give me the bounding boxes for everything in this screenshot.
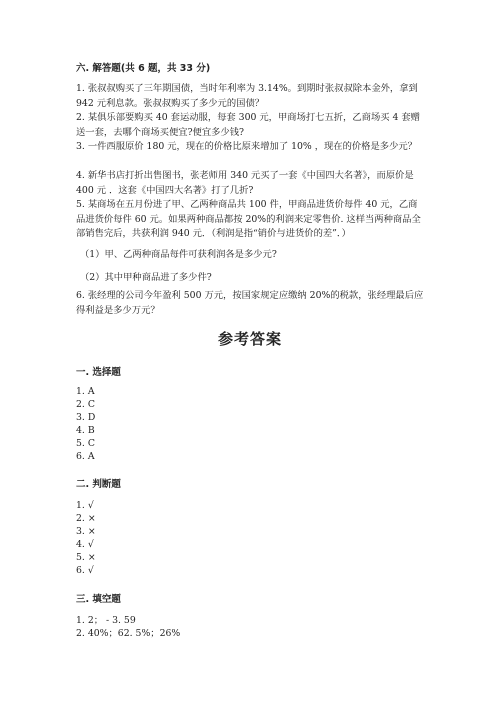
answer-item: 1. 2； - 3. 59 xyxy=(76,615,136,626)
question-5-part-1: （1）甲、乙两种商品每件可获利润各是多少元? xyxy=(80,249,277,260)
answer-item: 3. × xyxy=(76,526,96,537)
question-6: 6. 张经理的公司今年盈利 500 万元，按国家规定应缴纳 20%的税款，张经理最后应得利益是多少万元？ xyxy=(76,290,424,316)
answer-item: 5. C xyxy=(76,438,95,449)
question-5-part-2: （2）其中甲种商品进了多少件? xyxy=(80,272,212,283)
answer-item: 3. D xyxy=(76,412,96,423)
answer-item: 1. √ xyxy=(76,500,94,511)
question-5: 5. 某商场在五月份进了甲、乙两种商品共 100 件，甲商品进货价每件 40 元，乙商品进货价每件 60 元。如果两种商品都按 20%的利润来定零售价. 这样当两种商品全部销售完后，共获利润 940 元．（利润是指“销价与进货价的差”．） xyxy=(76,199,421,240)
question-3: 3. 一件西服原价 180 元，现在的价格比原来增加了 10% ，现在的价格是多少元？ xyxy=(76,141,417,152)
question-4: 4. 新华书店打折出售图书，张老师用 340 元买了一套《中国四大名著》，而原价是 400 元 ．这套《中国四大名著》打了几折? xyxy=(76,170,414,196)
answer-item: 5. × xyxy=(76,552,96,563)
question-2: 2. 某俱乐部要购买 40 套运动服，每套 300 元，甲商场打七五折，乙商场买 4 套赠送一套，去哪个商场买便宜?便宜多少钱? xyxy=(76,112,420,138)
answer-item: 1. A xyxy=(76,386,95,397)
answer-item: 6. √ xyxy=(76,565,94,576)
section-heading: 六. 解答题(共 6 题，共 33 分) xyxy=(76,63,211,74)
judge-heading: 二. 判断题 xyxy=(76,479,121,490)
question-1: 1. 张叔叔购买了三年期国债，当时年利率为 3.14%。到期时张叔叔除本金外，拿到 942 元利息款。张叔叔购买了多少元的国债？ xyxy=(76,83,418,109)
answer-item: 6. A xyxy=(76,451,95,462)
answers-title: 参考答案 xyxy=(217,330,282,348)
fill-heading: 三. 填空题 xyxy=(76,594,121,605)
answer-item: 4. √ xyxy=(76,539,94,550)
answer-item: 2. × xyxy=(76,513,96,524)
answer-item: 2. 40%；62. 5%；26% xyxy=(76,628,181,639)
answer-item: 2. C xyxy=(76,399,95,410)
choice-heading: 一. 选择题 xyxy=(76,367,121,378)
answer-item: 4. B xyxy=(76,425,95,436)
